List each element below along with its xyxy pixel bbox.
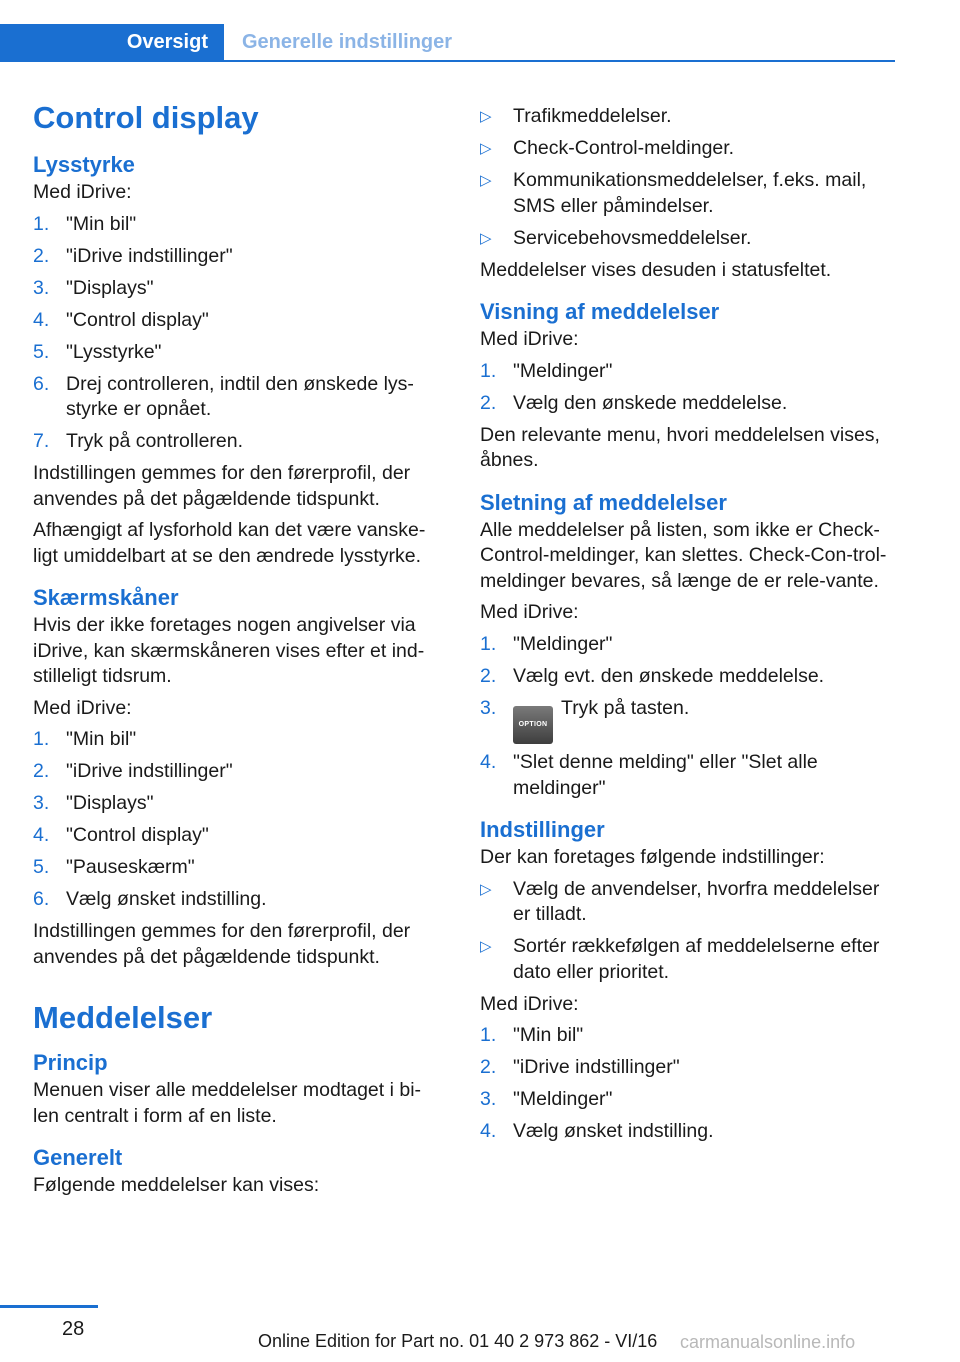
footer-divider (0, 1305, 98, 1308)
heading-skaermskaner: Skærmskåner (33, 585, 179, 610)
triangle-bullet-icon: ▷ (480, 880, 492, 898)
list-item: 1. "Min bil" (33, 728, 137, 750)
list-item: 3. "Displays" (33, 792, 154, 814)
list-item: 6. Drej controlleren, indtil den ønskede lys‐styrke er opnået. (33, 372, 414, 420)
heading-lysstyrke: Lysstyrke (33, 152, 135, 177)
list-item: 3. "Displays" (33, 276, 154, 299)
list-item: ▷ Vælg de anvendelser, hvorfra meddelelser er tilladt. (480, 877, 880, 925)
list-indstillinger (480, 1023, 895, 1145)
triangle-bullet-icon: ▷ (480, 108, 492, 125)
list-item: 5. "Pauseskærm" (33, 856, 195, 878)
heading-princip: Princip (33, 1050, 108, 1075)
list-item: 7. Tryk på controlleren. (33, 430, 244, 452)
paragraph: Med iDrive: (33, 696, 132, 719)
option-key-icon: OPTION (513, 706, 553, 744)
list-item: 2. "iDrive indstillinger" (480, 1056, 680, 1078)
paragraph: Hvis der ikke foretages nogen angivelser via iDrive, kan skærmskåneren vises efter et ind‐stilleligt tidsrum. (33, 614, 425, 687)
edition-text: Online Edition for Part no. 01 40 2 973 862 - VI/16 (258, 1331, 658, 1351)
heading-visning: Visning af meddelelser (480, 299, 720, 324)
paragraph: Meddelelser vises desuden i statusfeltet. (480, 258, 832, 281)
list-item: 1. "Meldinger" (480, 359, 613, 382)
list-item: 2. "iDrive indstillinger" (33, 760, 233, 782)
list-item: 1. "Min bil" (33, 212, 137, 235)
list-sletning (480, 632, 895, 802)
heading-generelt: Generelt (33, 1145, 123, 1170)
paragraph: Følgende meddelelser kan vises: (33, 1174, 320, 1196)
bullet-list-message-types (480, 104, 895, 251)
triangle-bullet-icon: ▷ (480, 938, 492, 955)
list-item: 2. "iDrive indstillinger" (33, 244, 233, 267)
list-item: ▷ Check-Control-meldinger. (480, 136, 895, 162)
list-item: 6. Vælg ønsket indstilling. (33, 888, 267, 910)
list-visning (480, 359, 895, 417)
tab-generelle-indstillinger[interactable]: Generelle indstillinger (242, 31, 453, 53)
paragraph: Den relevante menu, hvori meddelelsen vises, åbnes. (480, 423, 880, 471)
list-item: 2. Vælg den ønskede meddelelse. (480, 391, 788, 414)
list-item: ▷ Sortér rækkefølgen af meddelelserne efter dato eller prioritet. (480, 935, 880, 983)
list-item: 4. "Control display" (33, 824, 209, 846)
triangle-bullet-icon: ▷ (480, 172, 492, 189)
list-item: ▷ Servicebehovsmeddelelser. (480, 226, 895, 252)
list-lysstyrke (33, 212, 443, 455)
paragraph: Alle meddelelser på listen, som ikke er Check-Control-meldinger, kan slettes. Check-Con‐trol-meldinger bevares, så længe de er rele‐vante. (480, 518, 887, 592)
page-number: 28 (62, 1318, 85, 1340)
bullet-list-settings (480, 877, 895, 986)
paragraph: Med iDrive: (480, 601, 579, 623)
paragraph: Indstillingen gemmes for den førerprofil, der anvendes på det pågældende tidspunkt. (33, 920, 411, 968)
triangle-bullet-icon: ▷ (480, 229, 492, 247)
list-skaermskaner (33, 727, 443, 913)
watermark: carmanualsonline.info (680, 1332, 856, 1352)
heading-meddelelser: Meddelelser (33, 1000, 213, 1035)
paragraph: Med iDrive: (480, 992, 579, 1015)
list-item: 3. OPTIONTryk på tasten. (480, 696, 895, 744)
left-column (33, 98, 443, 1205)
paragraph: Med iDrive: (33, 181, 132, 203)
list-item: 2. Vælg evt. den ønskede meddelelse. (480, 664, 825, 687)
list-item: 4. Vælg ønsket indstilling. (480, 1120, 714, 1142)
list-item: 3. "Meldinger" (480, 1088, 613, 1110)
list-item: 4. "Slet denne melding" eller "Slet alle meldinger" (480, 751, 818, 799)
list-item: 1. "Meldinger" (480, 632, 613, 655)
paragraph: Indstillingen gemmes for den førerprofil, der anvendes på det pågældende tidspunkt. (33, 462, 411, 510)
paragraph: Menuen viser alle meddelelser modtaget i bi‐len centralt i form af en liste. (33, 1079, 422, 1127)
paragraph: Afhængigt af lysforhold kan det være vanske‐ligt umiddelbart at se den ændrede lysstyrke. (33, 519, 426, 567)
list-item: ▷ Kommunikationsmeddelelser, f.eks. mail, SMS eller påmindelser. (480, 169, 867, 217)
paragraph: Med iDrive: (480, 328, 579, 350)
heading-control-display: Control display (33, 100, 259, 135)
list-item: 4. "Control display" (33, 308, 209, 331)
header-tabbar (0, 24, 895, 62)
heading-sletning: Sletning af meddelelser (480, 489, 727, 515)
paragraph: Der kan foretages følgende indstillinger: (480, 846, 825, 868)
list-item: 1. "Min bil" (480, 1024, 584, 1046)
right-column (480, 104, 895, 1151)
list-item: ▷ Trafikmeddelelser. (480, 104, 895, 130)
tab-oversigt[interactable]: Oversigt (0, 24, 224, 61)
list-item: 5. "Lysstyrke" (33, 340, 162, 363)
heading-indstillinger: Indstillinger (480, 817, 605, 842)
triangle-bullet-icon: ▷ (480, 140, 492, 157)
